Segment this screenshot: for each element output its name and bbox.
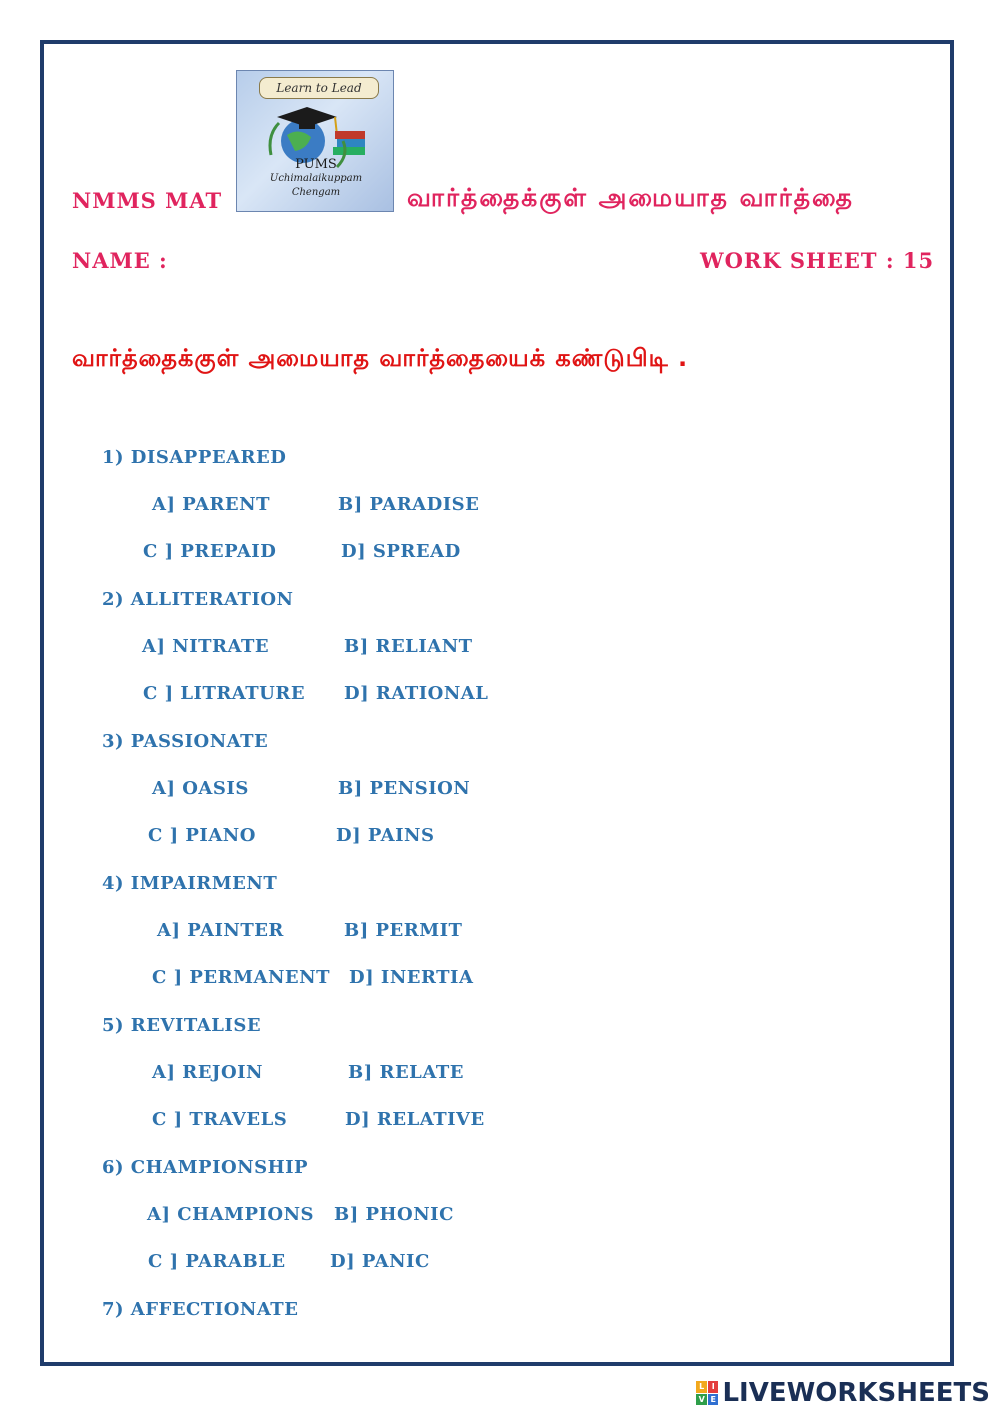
- liveworksheets-logo[interactable]: [696, 1376, 990, 1410]
- logo-banner: Learn to Lead: [259, 77, 379, 99]
- q6-option-b[interactable]: B] PHONIC: [334, 1204, 454, 1225]
- instruction-text: வார்த்தைக்குள் அமையாத வார்த்தையைக் கண்டுபிடி .: [72, 344, 689, 372]
- worksheet-number: WORK SHEET : 15: [700, 248, 935, 273]
- badge-letter-e: E: [708, 1394, 719, 1406]
- logo-village: Uchimalaikuppam: [269, 173, 363, 184]
- logo-town: Chengam: [291, 187, 341, 198]
- q5-option-b[interactable]: B] RELATE: [348, 1062, 464, 1083]
- q3-option-b[interactable]: B] PENSION: [338, 778, 471, 799]
- q1-option-c[interactable]: C ] PREPAID: [143, 541, 277, 562]
- q2-option-b[interactable]: B] RELIANT: [344, 636, 473, 657]
- q4-option-d[interactable]: D] INERTIA: [349, 967, 474, 988]
- badge-letter-v: V: [696, 1394, 707, 1406]
- q3-option-a[interactable]: A] OASIS: [152, 778, 249, 799]
- q4-option-b[interactable]: B] PERMIT: [344, 920, 463, 941]
- q3-option-d[interactable]: D] PAINS: [336, 825, 435, 846]
- q6-option-c[interactable]: C ] PARABLE: [148, 1251, 286, 1272]
- q2-option-c[interactable]: C ] LITRATURE: [143, 683, 306, 704]
- question-6: 6) CHAMPIONSHIP: [102, 1157, 309, 1178]
- q2-option-a[interactable]: A] NITRATE: [142, 636, 270, 657]
- q5-option-a[interactable]: A] REJOIN: [152, 1062, 263, 1083]
- q4-option-c[interactable]: C ] PERMANENT: [152, 967, 331, 988]
- liveworksheets-brand-text: LIVEWORKSHEETS: [722, 1378, 990, 1408]
- question-4: 4) IMPAIRMENT: [102, 873, 278, 894]
- q5-option-c[interactable]: C ] TRAVELS: [152, 1109, 288, 1130]
- badge-letter-i: I: [708, 1381, 719, 1393]
- q6-option-d[interactable]: D] PANIC: [330, 1251, 430, 1272]
- question-5: 5) REVITALISE: [102, 1015, 262, 1036]
- q1-option-a[interactable]: A] PARENT: [152, 494, 270, 515]
- question-1: 1) DISAPPEARED: [102, 447, 287, 468]
- badge-letter-l: L: [696, 1381, 707, 1393]
- question-2: 2) ALLITERATION: [102, 589, 294, 610]
- q3-option-c[interactable]: C ] PIANO: [148, 825, 256, 846]
- school-logo: [236, 70, 394, 212]
- title-tamil: வார்த்தைக்குள் அமையாத வார்த்தை: [407, 183, 854, 212]
- logo-pums: PUMS: [295, 157, 337, 172]
- name-label: NAME :: [72, 248, 168, 273]
- q1-option-d[interactable]: D] SPREAD: [341, 541, 461, 562]
- q4-option-a[interactable]: A] PAINTER: [157, 920, 284, 941]
- question-3: 3) PASSIONATE: [102, 731, 269, 752]
- nmms-label: NMMS MAT: [72, 188, 223, 213]
- liveworksheets-badge-icon: [696, 1381, 718, 1405]
- q2-option-d[interactable]: D] RATIONAL: [344, 683, 489, 704]
- q6-option-a[interactable]: A] CHAMPIONS: [147, 1204, 315, 1225]
- q5-option-d[interactable]: D] RELATIVE: [345, 1109, 485, 1130]
- q1-option-b[interactable]: B] PARADISE: [338, 494, 480, 515]
- question-7: 7) AFFECTIONATE: [102, 1299, 299, 1320]
